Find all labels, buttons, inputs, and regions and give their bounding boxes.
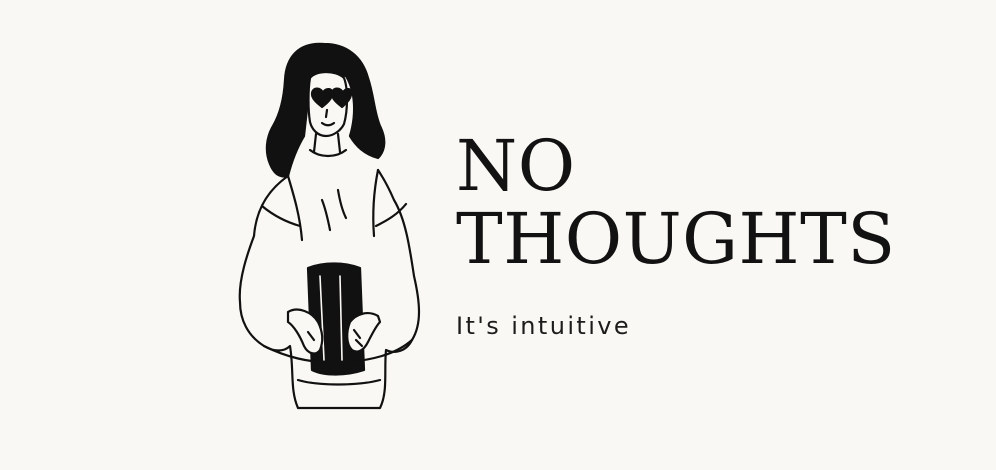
hem-fold (298, 380, 380, 385)
brand-block (456, 125, 976, 340)
brand-title-line-2: THOUGHTS (456, 198, 896, 280)
brand-tagline: It's intuitive (456, 312, 632, 340)
sweater-wrinkle-1 (322, 200, 330, 230)
brand-title-line-1: NO (456, 125, 576, 207)
hand-right (347, 313, 380, 351)
sleeve-band-left (262, 206, 300, 226)
sweater-wrinkle-2 (338, 190, 346, 218)
woman-with-heart-glasses-illustration-icon (228, 40, 428, 415)
nose (326, 110, 327, 117)
sweater-fold-1 (288, 176, 302, 240)
